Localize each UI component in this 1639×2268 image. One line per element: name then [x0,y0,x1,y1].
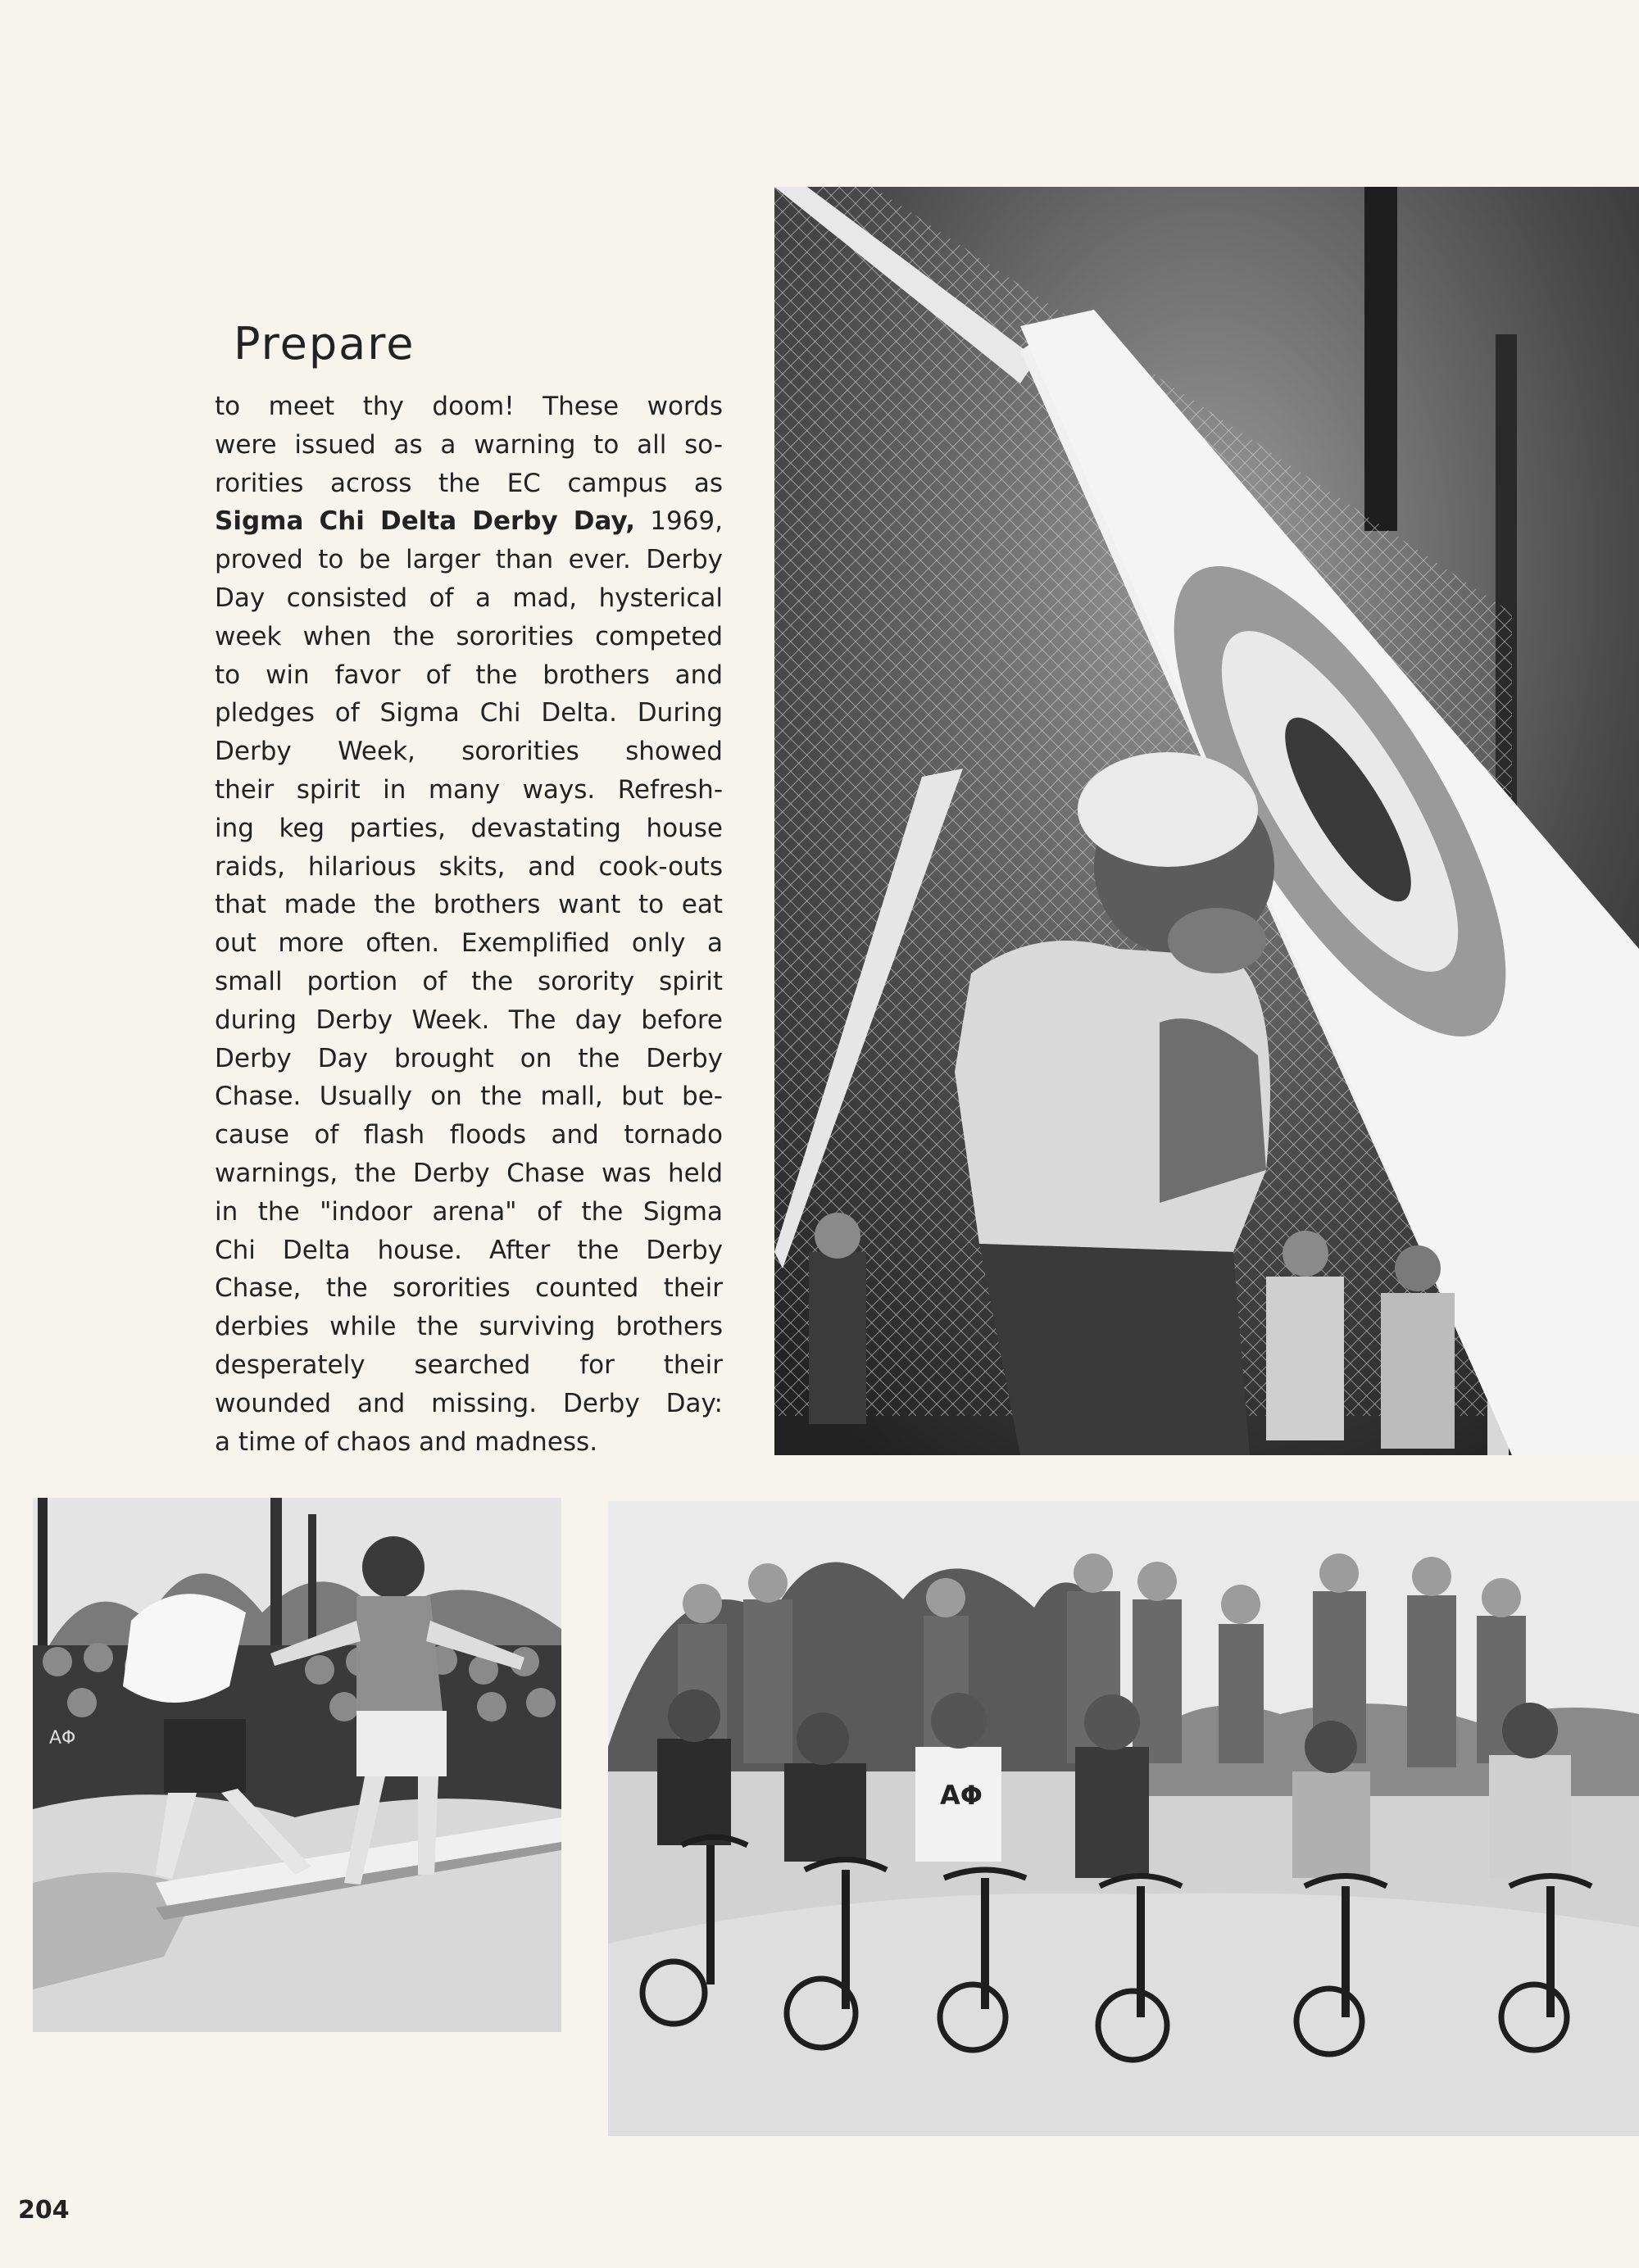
article-line: a time of chaos and madness. [215,1427,598,1457]
photo-tricycle-race-image [608,1501,1639,2136]
article-bold-line-rest: 1969, [635,506,723,537]
article-line: raids, hilarious skits, and cook-outs [215,851,723,882]
article-line: Chase, the sororities counted their [215,1273,723,1304]
article-bold-phrase: Sigma Chi Delta Derby Day, [215,506,636,537]
article-line: Derby Day brought on the Derby [215,1043,723,1073]
article-line: derbies while the surviving brothers [215,1312,723,1342]
article-line: to win favor of the brothers and [215,660,723,690]
article-line: cause of flash floods and tornado [215,1120,723,1150]
article-line: week when the sororities competed [215,621,723,651]
article-line: desperately searched for their [215,1349,723,1380]
article-line-bold [215,502,723,541]
article-line: small portion of the sorority spirit [215,966,723,996]
article-line: proved to be larger than ever. Derby [215,545,723,575]
article-line: out more often. Exemplified only a [215,928,723,959]
photo-pillow-fight-image [33,1498,561,2032]
shirt-letters: ΑΦ [49,1728,76,1749]
article-line: their spirit in many ways. Refresh- [215,774,723,805]
article-line: that made the brothers want to eat [215,890,723,920]
article-line: Chase. Usually on the mall, but be- [215,1082,723,1112]
article-line: to meet thy doom! These words [215,392,723,421]
photo-pillow-fight [33,1498,561,2032]
article-line: ing keg parties, devastating house [215,813,723,843]
article-line: Day consisted of a mad, hysterical [215,583,723,613]
article-line: wounded and missing. Derby Day: [215,1388,723,1418]
page-number: 204 [18,2196,70,2225]
article-line: pledges of Sigma Chi Delta. During [215,698,723,728]
article-line: Chi Delta house. After the Derby [215,1235,723,1265]
article-line: were issued as a warning to all so- [215,429,723,460]
article-body [215,388,723,1461]
photo-tricycle-race [608,1501,1639,2136]
article-line: during Derby Week. The day before [215,1005,723,1035]
photo-pie-target-image [774,187,1639,1455]
shirt-letters: ΑΦ [940,1780,983,1811]
article-headline: Prepare [234,318,415,370]
photo-pie-target [774,187,1639,1455]
article-line: Derby Week, sororities showed [215,737,723,767]
article-line: warnings, the Derby Chase was held [215,1158,723,1188]
article-line: in the "indoor arena" of the Sigma [215,1196,723,1227]
article-line: rorities across the EC campus as [215,468,723,498]
